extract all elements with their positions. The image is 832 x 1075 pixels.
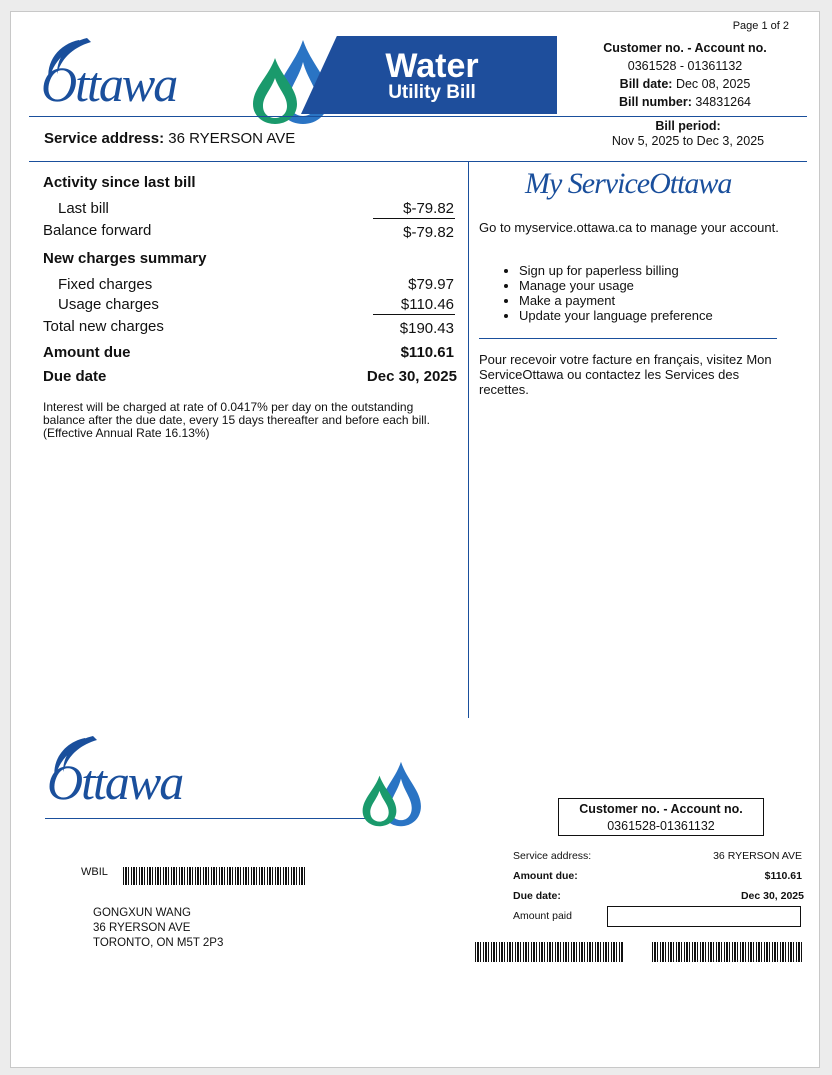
account-block [567,39,803,111]
last-bill-value: $-79.82 [403,200,454,217]
service-address [44,130,295,147]
bill-page [10,11,820,1068]
ottawa-logo-text: Ottawa [41,56,177,112]
myservice-logo-text-b: Ottawa [649,167,732,200]
myservice-divider [479,338,777,339]
new-charges-heading: New charges summary [43,250,207,267]
mailing-barcode [123,867,307,885]
bill-date-label: Bill date: [619,77,673,91]
bill-period-value: Nov 5, 2025 to Dec 3, 2025 [611,134,765,148]
myservice-item: • Update your language preference [519,308,799,323]
bill-period-label: Bill period: [655,119,721,133]
column-divider [468,161,469,718]
stub-account-label: Customer no. - Account no. [579,802,743,816]
usage-charges-label: Usage charges [58,296,159,313]
myservice-item: • Make a payment [519,293,799,308]
stub-water-drop-icon [358,758,424,830]
page-indicator: Page 1 of 2 [732,20,789,32]
stub-amount-due-label: Amount due: [513,870,578,882]
addressee-city: TORONTO, ON M5T 2P3 [93,937,224,949]
header-divider [29,116,807,117]
ottawa-logo [39,36,229,112]
service-address-label: Service address: [44,130,165,147]
bill-period [585,119,791,149]
account-label: Customer no. - Account no. [603,41,767,55]
due-date-value: Dec 30, 2025 [366,368,457,385]
stub-service-address-value: 36 RYERSON AVE [713,850,802,862]
service-address-value: 36 RYERSON AVE [168,130,296,147]
account-value: 0361528 - 01361132 [627,59,743,73]
stub-account-box [558,798,764,836]
stub-due-date-label: Due date: [513,890,561,902]
payment-barcode-left [475,942,623,962]
wbil-label: WBIL [81,866,108,878]
underline [373,218,455,219]
total-new-charges-label: Total new charges [43,318,164,335]
myservice-item: • Sign up for paperless billing [519,263,799,278]
stub-service-address-label: Service address: [513,850,592,862]
myservice-logo [525,167,745,213]
bill-number-label: Bill number: [618,95,692,109]
stub-amount-paid-input[interactable] [607,906,801,927]
activity-heading: Activity since last bill [43,174,196,191]
bill-date-value: Dec 08, 2025 [675,77,751,91]
banner-subtitle: Utility Bill [388,82,476,103]
total-new-charges-value: $190.43 [399,320,454,337]
french-note: Pour recevoir votre facture en français, visitez Mon ServiceOttawa ou contactez les Services des recettes. [479,352,772,397]
balance-forward-label: Balance forward [43,222,152,239]
stub-logo-divider [45,818,365,819]
myservice-logo-text-a: My Service [525,167,650,200]
fixed-charges-label: Fixed charges [58,276,153,293]
section-divider [29,161,807,162]
underline [373,314,455,315]
amount-due-value: $110.61 [400,344,454,361]
bill-number-value: 34831264 [695,95,752,109]
balance-forward-value: $-79.82 [403,224,454,241]
payment-barcode-right [652,942,802,962]
banner-title: Water [385,47,479,85]
mailing-address [93,906,223,951]
stub-ottawa-logo [45,734,235,814]
usage-charges-value: $110.46 [400,296,454,313]
stub-amount-paid-label: Amount paid [513,910,572,922]
addressee-street: 36 RYERSON AVE [93,922,191,934]
stub-amount-due-value: $110.61 [764,870,802,882]
fixed-charges-value: $79.97 [408,276,454,293]
myservice-list [479,263,799,323]
stub-account-value: 0361528-01361132 [607,819,715,833]
myservice-item: • Manage your usage [519,278,799,293]
last-bill-label: Last bill [58,200,109,217]
interest-note: Interest will be charged at rate of 0.0417% per day on the outstanding balance after the due date, every 15 days thereafter and before each bill. (Effective Annual Rate 16.13%) [43,400,430,440]
due-date-label: Due date [43,368,107,385]
addressee-name: GONGXUN WANG [93,907,191,919]
amount-due-label: Amount due [43,344,131,361]
stub-due-date-value: Dec 30, 2025 [740,890,804,902]
myservice-intro: Go to myservice.ottawa.ca to manage your account. [479,220,779,235]
stub-ottawa-logo-text: Ottawa [47,754,183,810]
